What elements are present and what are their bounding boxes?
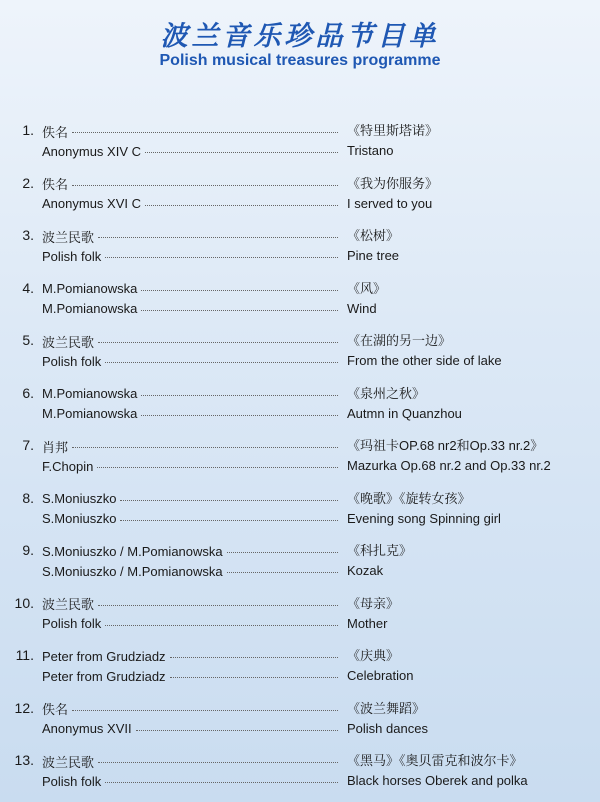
- composer-english: Polish folk: [42, 248, 102, 264]
- item-number: 5.: [22, 332, 34, 348]
- leader-dots: [105, 624, 338, 626]
- composer-chinese: 佚名: [42, 124, 69, 140]
- leader-dots: [120, 499, 338, 501]
- leader-dots: [105, 781, 338, 783]
- leader-dots: [120, 519, 338, 521]
- composer-english: S.Moniuszko: [42, 511, 117, 526]
- item-number: 2.: [22, 174, 34, 191]
- programme-item: [0, 172, 600, 225]
- leader-dots: [170, 656, 338, 658]
- piece-english: I served to you: [347, 195, 433, 211]
- english-line: [42, 561, 582, 581]
- composer-english: F.Chopin: [42, 458, 94, 474]
- chinese-line: [42, 594, 582, 614]
- programme-item: [0, 749, 600, 802]
- piece-english: Mother: [347, 615, 388, 631]
- piece-chinese: 《泉州之秋》: [347, 385, 426, 401]
- composer-chinese: Peter from Grudziadz: [42, 648, 166, 664]
- piece-english: Evening song Spinning girl: [347, 510, 501, 526]
- item-number: 3.: [22, 227, 34, 243]
- programme-item: [0, 382, 600, 435]
- item-number: 10.: [14, 594, 34, 611]
- item-number: 6.: [22, 384, 34, 401]
- english-line: [42, 299, 582, 319]
- piece-chinese: 《母亲》: [347, 595, 400, 611]
- composer-english: Anonymus XVII: [42, 721, 132, 736]
- leader-dots: [145, 151, 338, 153]
- leader-dots: [72, 709, 338, 711]
- english-line: [42, 509, 582, 529]
- leader-dots: [141, 394, 338, 396]
- composer-chinese: 波兰民歌: [42, 334, 95, 350]
- composer-english: Peter from Grudziadz: [42, 668, 166, 684]
- composer-chinese: 波兰民歌: [42, 229, 95, 245]
- chinese-line: [42, 226, 582, 246]
- composer-english: Anonymus XIV C: [42, 143, 141, 159]
- piece-english: Wind: [347, 300, 377, 316]
- programme-item: [0, 539, 600, 592]
- item-number: 4.: [22, 279, 34, 296]
- chinese-line: [42, 279, 582, 299]
- piece-english: Celebration: [347, 668, 414, 683]
- leader-dots: [227, 571, 338, 573]
- composer-chinese: S.Moniuszko: [42, 491, 117, 506]
- chinese-line: [42, 121, 582, 141]
- leader-dots: [141, 309, 338, 311]
- english-line: [42, 351, 582, 371]
- programme-item: [0, 487, 600, 540]
- composer-chinese: M.Pomianowska: [42, 281, 138, 296]
- composer-chinese: 波兰民歌: [42, 754, 95, 770]
- composer-english: Polish folk: [42, 616, 102, 631]
- chinese-line: [42, 751, 582, 771]
- programme-item: [0, 119, 600, 172]
- composer-english: Polish folk: [42, 773, 102, 789]
- english-line: [42, 614, 582, 634]
- english-line: [42, 719, 582, 739]
- chinese-line: [42, 489, 582, 509]
- item-number: 7.: [22, 437, 34, 453]
- english-line: [42, 141, 582, 161]
- composer-chinese: 佚名: [42, 177, 69, 192]
- composer-chinese: S.Moniuszko / M.Pomianowska: [42, 543, 223, 559]
- leader-dots: [136, 729, 338, 731]
- leader-dots: [98, 236, 338, 238]
- piece-english: Kozak: [347, 563, 384, 578]
- leader-dots: [170, 676, 338, 678]
- piece-chinese: 《在湖的另一边》: [347, 333, 452, 348]
- leader-dots: [72, 446, 338, 448]
- chinese-line: [42, 436, 582, 456]
- item-number: 9.: [22, 542, 34, 558]
- composer-english: Polish folk: [42, 353, 102, 369]
- composer-chinese: 佚名: [42, 702, 69, 717]
- programme-item: [0, 592, 600, 645]
- chinese-line: [42, 331, 582, 351]
- item-number: 13.: [14, 752, 34, 768]
- programme-item: [0, 644, 600, 697]
- composer-english: S.Moniuszko / M.Pomianowska: [42, 563, 223, 579]
- composer-chinese: 肖邦: [42, 439, 69, 455]
- piece-english: From the other side of lake: [347, 353, 502, 368]
- leader-dots: [97, 466, 338, 468]
- piece-chinese: 《松树》: [347, 228, 400, 243]
- page-title-chinese: 波兰音乐珍品节目单: [160, 21, 440, 52]
- programme-item: [0, 434, 600, 487]
- leader-dots: [145, 204, 338, 206]
- chinese-line: [42, 646, 582, 666]
- leader-dots: [72, 131, 338, 133]
- programme-item: [0, 697, 600, 750]
- chinese-line: [42, 541, 582, 561]
- programme-item: [0, 224, 600, 277]
- piece-chinese: 《特里斯塔诺》: [347, 123, 439, 138]
- piece-english: Autmn in Quanzhou: [347, 405, 462, 421]
- piece-chinese: 《玛祖卡OP.68 nr2和Op.33 nr.2》: [347, 438, 544, 453]
- programme-item: [0, 329, 600, 382]
- piece-chinese: 《科扎克》: [347, 543, 413, 558]
- piece-chinese: 《波兰舞蹈》: [347, 700, 426, 716]
- composer-english: M.Pomianowska: [42, 406, 138, 421]
- composer-english: Anonymus XVI C: [42, 196, 141, 211]
- piece-chinese: 《风》: [347, 280, 387, 296]
- leader-dots: [98, 604, 338, 606]
- programme-list: [0, 119, 600, 802]
- page-title-english: Polish musical treasures programme: [159, 52, 441, 69]
- piece-chinese: 《晚歌》《旋转女孩》: [347, 490, 471, 506]
- composer-english: M.Pomianowska: [42, 301, 138, 316]
- leader-dots: [72, 184, 338, 186]
- composer-chinese: 波兰民歌: [42, 597, 95, 612]
- leader-dots: [141, 289, 338, 291]
- piece-english: Mazurka Op.68 nr.2 and Op.33 nr.2: [347, 458, 551, 473]
- piece-english: Polish dances: [347, 720, 428, 736]
- piece-english: Black horses Oberek and polka: [347, 773, 528, 788]
- piece-chinese: 《我为你服务》: [347, 175, 439, 191]
- chinese-line: [42, 174, 582, 194]
- leader-dots: [141, 414, 338, 416]
- leader-dots: [105, 256, 338, 258]
- item-number: 12.: [14, 699, 34, 716]
- english-line: [42, 771, 582, 791]
- item-number: 1.: [22, 122, 34, 138]
- chinese-line: [42, 699, 582, 719]
- leader-dots: [105, 361, 338, 363]
- english-line: [42, 404, 582, 424]
- english-line: [42, 246, 582, 266]
- leader-dots: [98, 761, 338, 763]
- english-line: [42, 666, 582, 686]
- english-line: [42, 456, 582, 476]
- item-number: 8.: [22, 489, 34, 506]
- programme-item: [0, 277, 600, 330]
- piece-chinese: 《庆典》: [347, 648, 400, 663]
- piece-chinese: 《黑马》《奥贝雷克和波尔卡》: [347, 753, 523, 768]
- leader-dots: [227, 551, 338, 553]
- piece-english: Pine tree: [347, 248, 400, 263]
- english-line: [42, 194, 582, 214]
- leader-dots: [98, 341, 338, 343]
- chinese-line: [42, 384, 582, 404]
- composer-chinese: M.Pomianowska: [42, 386, 138, 401]
- piece-english: Tristano: [347, 143, 394, 158]
- item-number: 11.: [15, 647, 34, 663]
